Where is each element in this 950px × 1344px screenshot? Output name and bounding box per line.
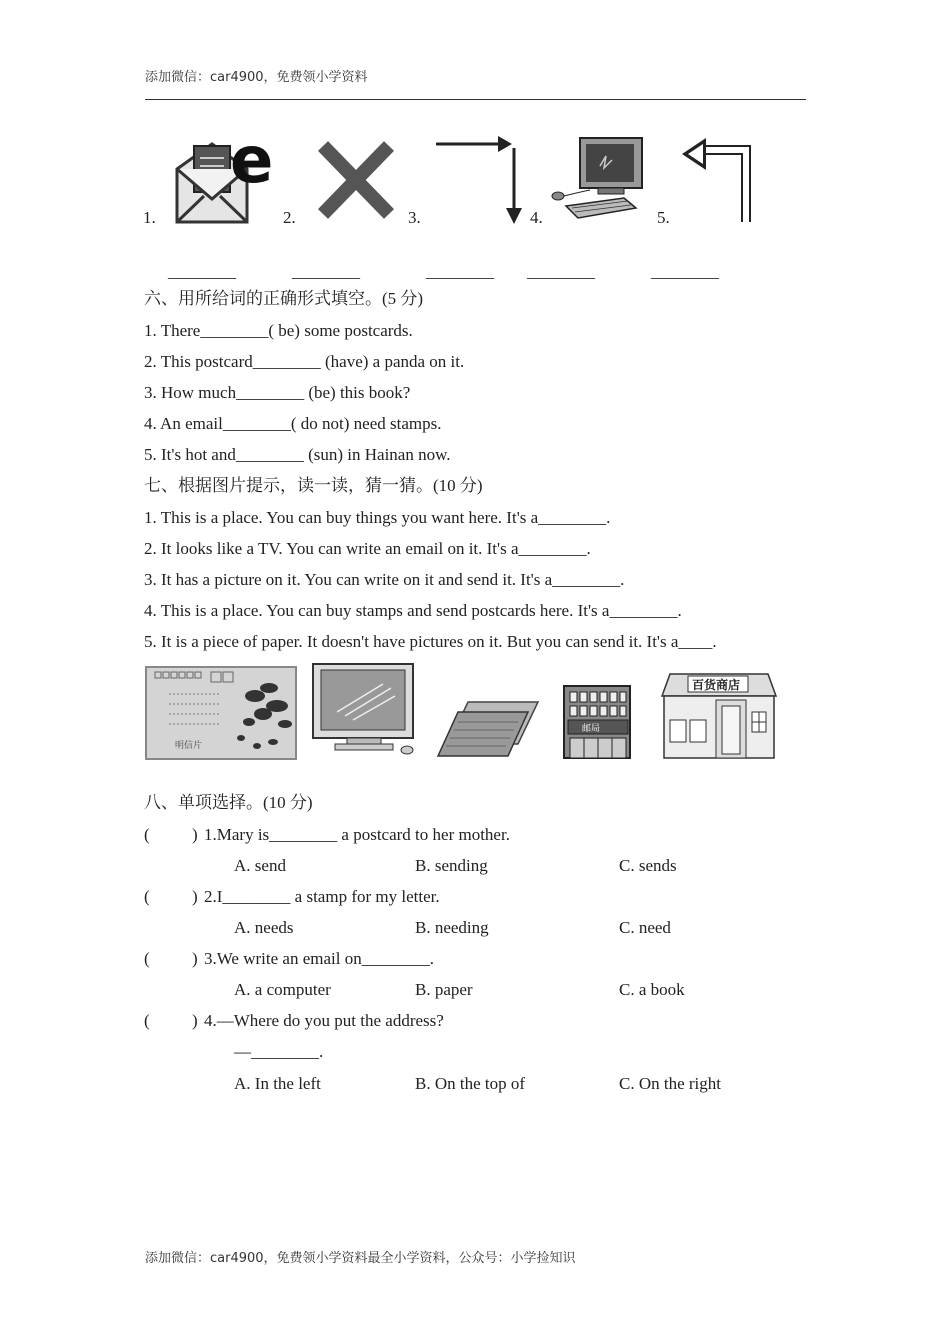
postcard-picture bbox=[145, 666, 297, 760]
section7-item-4: 4. This is a place. You can buy stamps and send postcards here. It's a________. bbox=[144, 601, 682, 620]
icon-number-4: 4. bbox=[530, 208, 543, 227]
icon-answer-blank-5[interactable]: ________ bbox=[651, 262, 719, 281]
icon-answer-blank-4[interactable]: ________ bbox=[527, 262, 595, 281]
q1-close-paren: ) bbox=[192, 825, 198, 844]
q4-option-b[interactable]: B. On the top of bbox=[415, 1074, 526, 1093]
section6-item-3: 3. How much________ (be) this book? bbox=[144, 383, 411, 402]
section8-title: 八、单项选择。(10 分) bbox=[144, 793, 313, 812]
q2-option-b[interactable]: B. needing bbox=[415, 918, 489, 937]
header-divider bbox=[145, 99, 806, 100]
turn-right-arrow-icon bbox=[434, 132, 528, 226]
q2-open-paren[interactable]: ( bbox=[144, 887, 150, 906]
q1-option-a[interactable]: A. send bbox=[234, 856, 286, 875]
q4-answer-line[interactable]: —________. bbox=[234, 1042, 324, 1061]
store-sign: 百货商店 bbox=[692, 678, 741, 692]
q3-stem: 3.We write an email on________. bbox=[204, 949, 434, 968]
q1-stem: 1.Mary is________ a postcard to her mother. bbox=[204, 825, 510, 844]
paper-sheets-picture bbox=[436, 700, 540, 758]
footer-text: 添加微信：car4900，免费领小学资料最全小学资料，公众号：小学捡知识 bbox=[145, 1251, 576, 1266]
section6-title: 六、用所给词的正确形式填空。(5 分) bbox=[144, 289, 424, 308]
q2-option-a[interactable]: A. needs bbox=[234, 918, 294, 937]
postcard-label: 明信片 bbox=[175, 741, 203, 751]
icon-answer-blank-2[interactable]: ________ bbox=[292, 262, 360, 281]
q3-option-b[interactable]: B. paper bbox=[415, 980, 473, 999]
q4-close-paren: ) bbox=[192, 1011, 198, 1030]
section7-item-2: 2. It looks like a TV. You can write an email on it. It's a________. bbox=[144, 539, 591, 558]
section6-item-2: 2. This postcard________ (have) a panda on it. bbox=[144, 352, 465, 371]
svg-text:e: e bbox=[230, 124, 274, 198]
q4-stem: 4.—Where do you put the address? bbox=[204, 1011, 444, 1030]
section7-item-1: 1. This is a place. You can buy things you want here. It's a________. bbox=[144, 508, 611, 527]
email-envelope-icon bbox=[172, 124, 284, 224]
icon-number-1: 1. bbox=[143, 208, 156, 227]
q4-open-paren[interactable]: ( bbox=[144, 1011, 150, 1030]
q2-close-paren: ) bbox=[192, 887, 198, 906]
section7-item-3: 3. It has a picture on it. You can write on it and send it. It's a________. bbox=[144, 570, 625, 589]
section7-title: 七、根据图片提示，读一读，猜一猜。(10 分) bbox=[144, 476, 483, 495]
icon-answer-blank-1[interactable]: ________ bbox=[168, 262, 236, 281]
section6-item-4: 4. An email________( do not) need stamps. bbox=[144, 414, 442, 433]
q3-option-c[interactable]: C. a book bbox=[619, 980, 685, 999]
section6-item-1: 1. There________( be) some postcards. bbox=[144, 321, 413, 340]
q4-option-c[interactable]: C. On the right bbox=[619, 1074, 721, 1093]
section6-item-5: 5. It's hot and________ (sun) in Hainan now. bbox=[144, 445, 451, 464]
department-store-picture bbox=[660, 670, 778, 760]
q1-option-b[interactable]: B. sending bbox=[415, 856, 488, 875]
q1-option-c[interactable]: C. sends bbox=[619, 856, 677, 875]
computer-icon bbox=[550, 134, 654, 226]
section7-item-5: 5. It is a piece of paper. It doesn't have pictures on it. But you can send it. It's a____. bbox=[144, 632, 717, 651]
q3-option-a[interactable]: A. a computer bbox=[234, 980, 331, 999]
post-office-sign: 邮局 bbox=[582, 724, 601, 734]
q3-open-paren[interactable]: ( bbox=[144, 949, 150, 968]
icon-number-5: 5. bbox=[657, 208, 670, 227]
header-text: 添加微信：car4900，免费领小学资料 bbox=[145, 70, 368, 85]
cross-icon bbox=[315, 140, 397, 220]
q4-option-a[interactable]: A. In the left bbox=[234, 1074, 321, 1093]
post-office-building-picture bbox=[560, 682, 636, 760]
icon-answer-blank-3[interactable]: ________ bbox=[426, 262, 494, 281]
icon-number-3: 3. bbox=[408, 208, 421, 227]
q2-option-c[interactable]: C. need bbox=[619, 918, 671, 937]
q2-stem: 2.I________ a stamp for my letter. bbox=[204, 887, 440, 906]
icon-number-2: 2. bbox=[283, 208, 296, 227]
q3-close-paren: ) bbox=[192, 949, 198, 968]
q1-open-paren[interactable]: ( bbox=[144, 825, 150, 844]
turn-left-arrow-icon bbox=[680, 138, 756, 226]
computer-monitor-picture bbox=[311, 662, 421, 758]
